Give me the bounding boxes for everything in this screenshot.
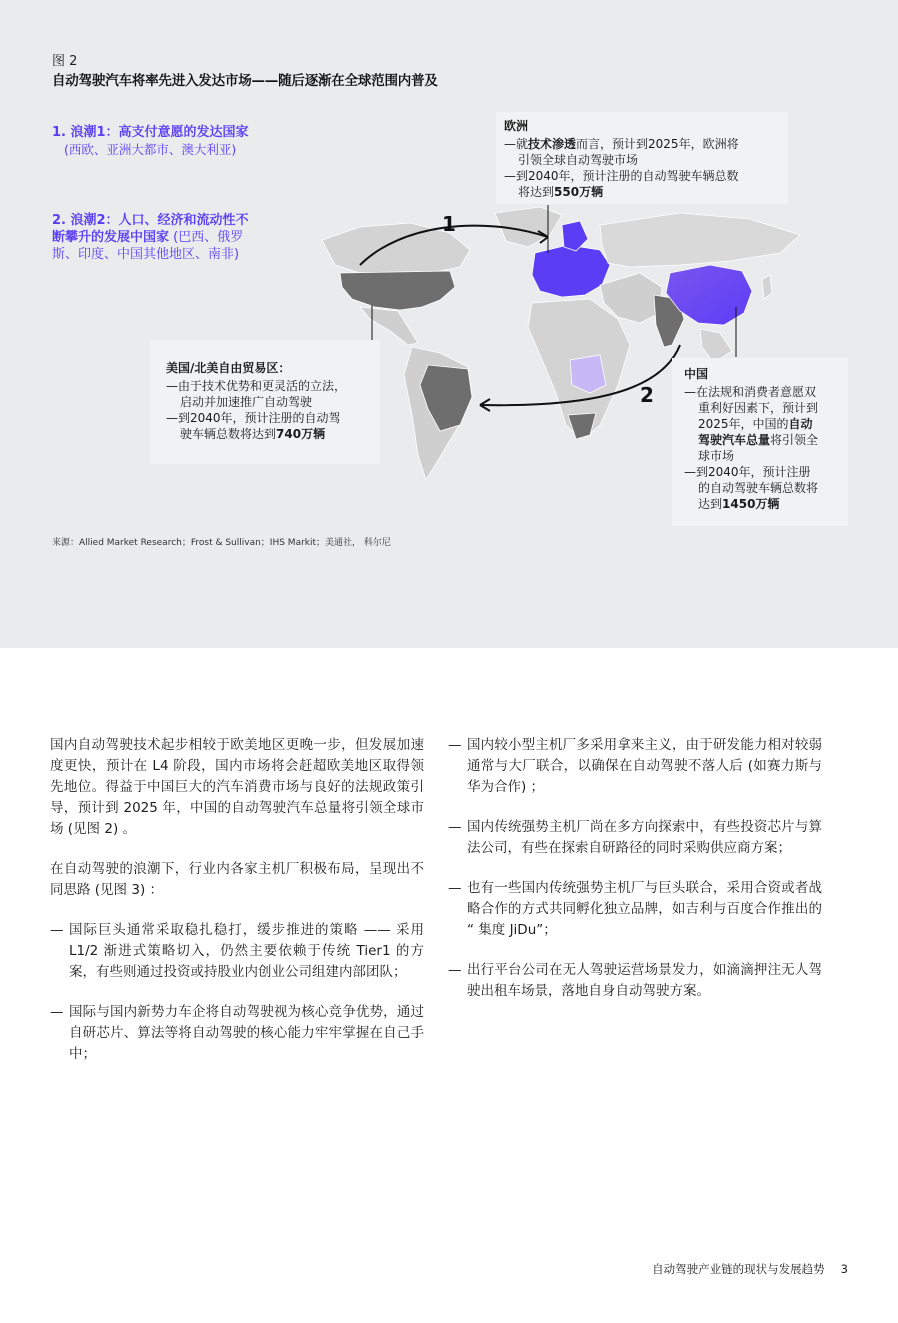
footer-title: 自动驾驶产业链的现状与发展趋势 (652, 1262, 825, 1276)
page-number: 3 (840, 1262, 848, 1276)
wave2-line1: 2. 浪潮2：人口、经济和流动性不 (52, 213, 249, 228)
dash-marker: — (448, 880, 462, 896)
wave2-line2-rest: (巴西、俄罗 (169, 230, 244, 245)
wave2-line2-bold: 断攀升的发展中国家 (52, 230, 170, 245)
russia-shape (600, 213, 800, 267)
figure-label: 图 2 (52, 54, 78, 69)
europe-callout (496, 112, 788, 204)
usa-title: 美国/北美自由贸易区： (166, 361, 291, 375)
china-l4-bold: 驾驶汽车总量 (698, 433, 771, 447)
dash-marker: — (448, 819, 462, 835)
europe-l4-pre: 将达到 (518, 185, 555, 199)
europe-l3: —到2040年，预计注册的自动驾驶车辆总数 (504, 169, 739, 183)
usa-l1: —由于技术优势和更灵活的立法， (166, 379, 347, 393)
wave1-heading: 1. 浪潮1：高支付意愿的发达国家 (52, 125, 249, 140)
bullet-text: 国内较小型主机厂多采用拿来主义，由于研发能力相对较弱通常与大厂联合，以确保在自动驾驶不落人后 (如赛力斯与华为合作) ； (467, 737, 822, 795)
bullet-text: 国内传统强势主机厂尚在多方向探索中，有些投资芯片与算法公司，有些在探索自研路径的同时采购供应商方案； (467, 819, 822, 856)
body-right-column (448, 735, 822, 1021)
wave1-arrow-label: 1 (442, 212, 456, 236)
dash-marker: — (50, 1004, 64, 1020)
europe-l2: 引领全球自动驾驶市场 (518, 153, 639, 167)
wave1-subtitle: (西欧、亚洲大都市、澳大利亚) (64, 142, 237, 157)
bullet-item (448, 960, 822, 1002)
page-footer (652, 1261, 848, 1277)
dash-marker: — (50, 922, 64, 938)
bullet-text: 出行平台公司在无人驾驶运营场景发力，如滴滴押注无人驾驶出租车场景，落地自身自动驾驶方案。 (467, 962, 822, 999)
wave2-legend (52, 212, 292, 263)
body-paragraph-1: 国内自动驾驶技术起步相较于欧美地区更晚一步，但发展加速度更快，预计在 L4 阶段，国内市场将会赶超欧美地区取得领先地位。得益于中国巨大的汽车消费市场与良好的法规政策引导，预计到 2025 年，中国的自动驾驶汽车总量将引领全球市场 (见图 2) 。 (50, 737, 424, 837)
figure-title: 自动驾驶汽车将率先进入发达市场——随后逐渐在全球范围内普及 (52, 73, 438, 89)
china-l8-bold: 1450万辆 (722, 497, 780, 511)
china-l3-pre: 2025年，中国的 (698, 417, 789, 431)
china-l5: 球市场 (698, 449, 735, 463)
europe-l4-bold: 550万辆 (554, 185, 604, 199)
south-africa-shape (568, 413, 596, 439)
bullet-item (50, 920, 424, 983)
body-left-column (50, 735, 424, 1084)
china-l3-bold: 自动 (788, 417, 813, 431)
usa-l4-bold: 740万辆 (276, 427, 326, 441)
europe-l1-bold: 技术渗透 (528, 137, 577, 151)
china-l8-pre: 达到 (698, 497, 723, 511)
bullet-text: 也有一些国内传统强势主机厂与巨头联合，采用合资或者战略合作的方式共同孵化独立品牌，如吉利与百度合作推出的 “ 集度 JiDu”； (467, 880, 822, 938)
bullet-item (448, 817, 822, 859)
bullet-text: 国际与国内新势力车企将自动驾驶视为核心竞争优势，通过自研芯片、算法等将自动驾驶的核心能力牢牢掌握在自己手中； (69, 1004, 424, 1062)
china-l4-post: 将引领全 (770, 433, 819, 447)
china-l1: —在法规和消费者意愿双 (684, 385, 817, 399)
usa-callout (150, 340, 380, 464)
bullet-text: 国际巨头通常采取稳扎稳打，缓步推进的策略 —— 采用 L1/2 渐进式策略切入，仍然主要依赖于传统 Tier1 的方案，有些则通过投资或持股业内创业公司组建内部团队； (69, 922, 424, 980)
dash-marker: — (448, 737, 462, 753)
scandinavia-shape (562, 221, 588, 251)
china-l7: 的自动驾驶车辆总数将 (698, 481, 819, 495)
wave1-legend (52, 124, 342, 158)
wave2-arrow-label: 2 (640, 383, 654, 407)
japan-shape (762, 275, 772, 299)
usa-l4-pre: 驶车辆总数将达到 (180, 427, 277, 441)
china-title: 中国 (684, 367, 709, 381)
china-l2: 重利好因素下，预计到 (698, 401, 819, 415)
europe-l1-post: 而言，预计到2025年，欧洲将 (576, 137, 739, 151)
usa-shape (340, 271, 455, 310)
figure-panel (0, 0, 898, 648)
china-l6: —到2040年，预计注册 (684, 465, 811, 479)
usa-l2: 启动并加速推广自动驾驶 (180, 395, 313, 409)
dash-marker: — (448, 962, 462, 978)
figure-source: 来源：Allied Market Research；Frost & Sullivan；IHS Markit；美通社， 科尔尼 (52, 538, 391, 548)
china-callout (672, 358, 848, 526)
bullet-item (448, 878, 822, 941)
europe-title: 欧洲 (504, 119, 529, 133)
europe-shape (532, 245, 610, 297)
europe-l1-pre: —就 (504, 137, 529, 151)
bullet-item (50, 1002, 424, 1065)
body-paragraph-2: 在自动驾驶的浪潮下，行业内各家主机厂积极布局，呈现出不同思路 (见图 3) ： (50, 861, 424, 898)
usa-l3: —到2040年，预计注册的自动驾 (166, 411, 341, 425)
bullet-item (448, 735, 822, 798)
wave2-line3: 斯、印度、中国其他地区、南非) (52, 247, 240, 262)
